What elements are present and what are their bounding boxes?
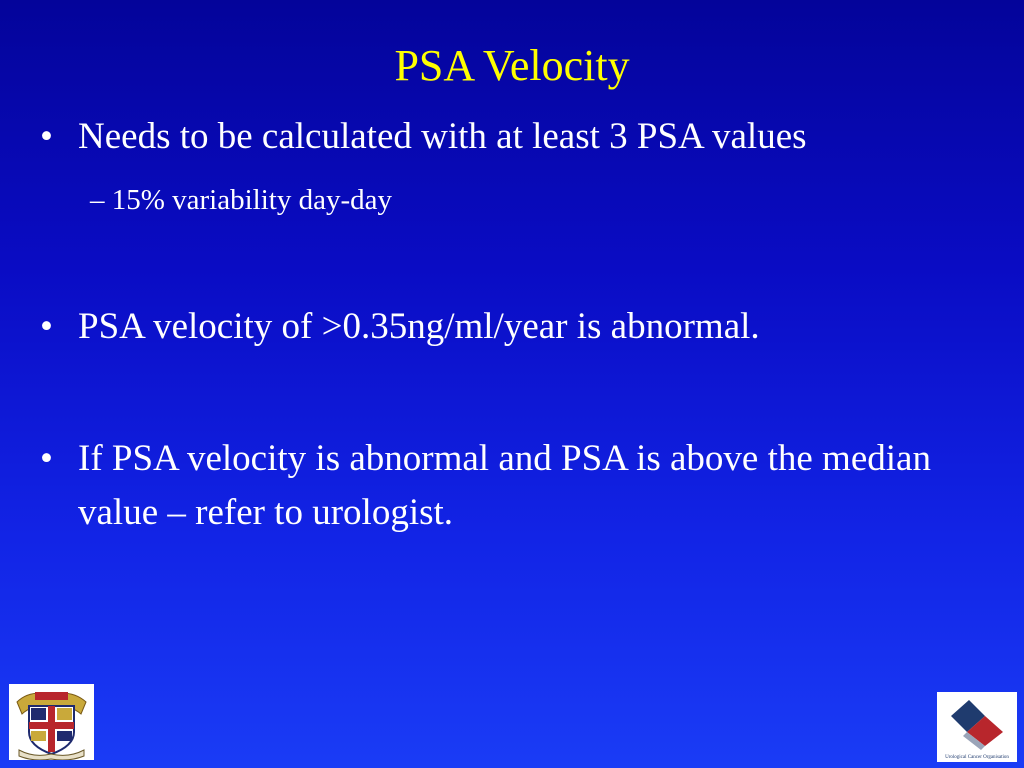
- bullet-text: If PSA velocity is abnormal and PSA is above the median value – refer to urologist.: [78, 438, 931, 533]
- urological-cancer-organisation-logo: [937, 692, 1017, 762]
- sub-bullet-marker: –: [90, 184, 105, 216]
- sub-bullet-item-1: [90, 180, 990, 220]
- urological-cancer-organisation-logo-icon: [937, 692, 1017, 762]
- bullet-text: PSA velocity of >0.35ng/ml/year is abnormal.: [78, 306, 760, 347]
- coat-of-arms-logo: [9, 684, 94, 760]
- bullet-text: Needs to be calculated with at least 3 PSA values: [78, 116, 807, 157]
- bullet-item-2: [40, 300, 1000, 354]
- coat-of-arms-icon: [9, 684, 94, 760]
- slide-title: PSA Velocity: [394, 41, 630, 90]
- bullet-item-1: [40, 110, 1000, 164]
- bullet-marker: •: [40, 306, 53, 347]
- bullet-item-3: [40, 432, 1000, 540]
- bullet-marker: •: [40, 438, 53, 479]
- logo-caption: Urological Cancer Organisation: [945, 755, 1009, 760]
- sub-bullet-text: 15% variability day-day: [111, 184, 392, 216]
- bullet-marker: •: [40, 116, 53, 157]
